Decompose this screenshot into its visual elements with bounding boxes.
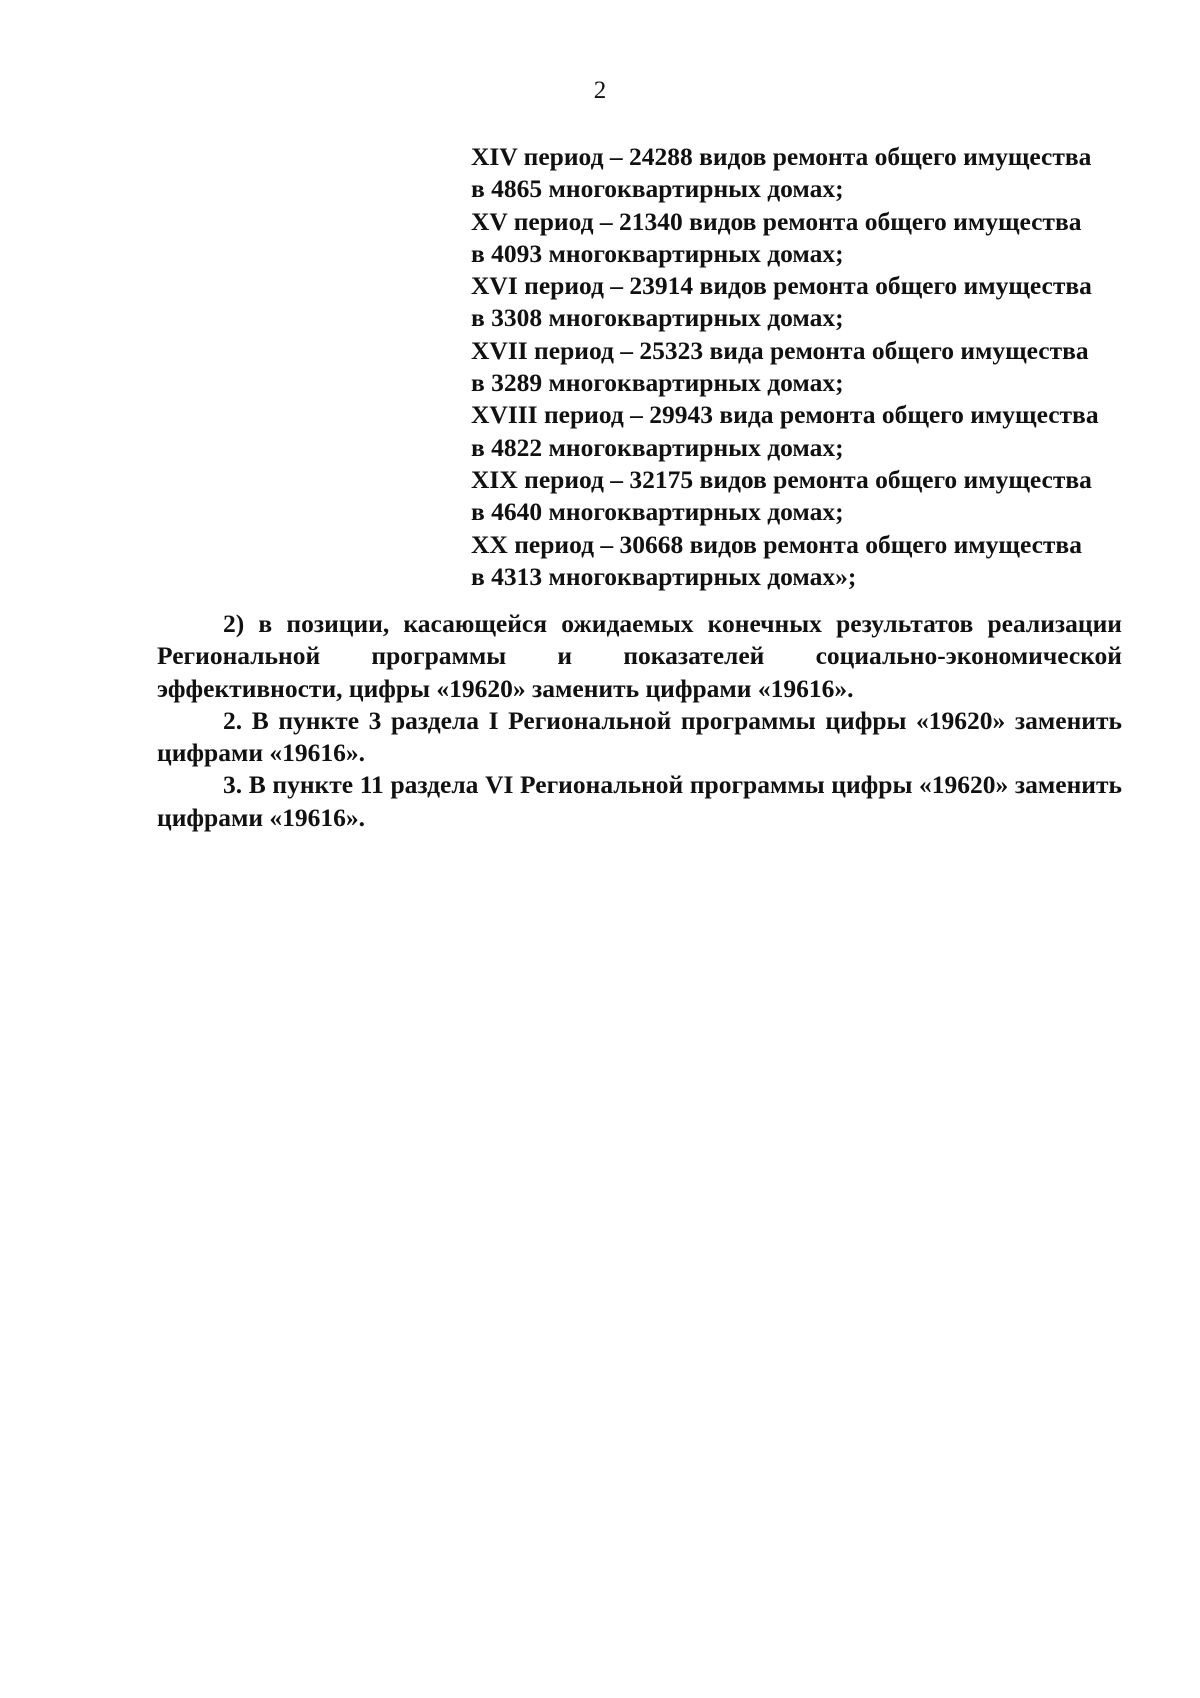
period-line: XVII период – 25323 вида ремонта общего имущества — [471, 335, 1089, 365]
period-line: в 3308 многоквартирных домах; — [471, 303, 844, 333]
period-line: в 4313 многоквартирных домах»; — [471, 561, 857, 591]
period-line: XVI период – 23914 видов ремонта общего имущества — [471, 271, 1092, 301]
period-line: в 3289 многоквартирных домах; — [471, 368, 844, 398]
period-list — [471, 141, 1141, 593]
period-line: в 4822 многоквартирных домах; — [471, 432, 844, 462]
paragraph: 2) в позиции, касающейся ожидаемых конечных результатов реализации Региональной программы и показателей социально-экономической эффективности, цифры «19620» заменить цифрами «19616». — [157, 609, 1122, 703]
period-line: в 4640 многоквартирных домах; — [471, 497, 844, 527]
period-line: XV период – 21340 видов ремонта общего имущества — [471, 206, 1082, 236]
period-line: в 4093 многоквартирных домах; — [471, 238, 844, 268]
period-line: XIV период – 24288 видов ремонта общего имущества — [471, 142, 1092, 171]
period-line: в 4865 многоквартирных домах; — [471, 174, 844, 204]
period-line: XVIII период – 29943 вида ремонта общего имущества — [471, 400, 1099, 430]
document-body — [157, 608, 1122, 834]
paragraph: 2. В пункте 3 раздела I Региональной программы цифры «19620» заменить цифрами «19616». — [157, 705, 1122, 768]
page-number: 2 — [593, 77, 607, 104]
paragraph: 3. В пункте 11 раздела VI Региональной программы цифры «19620» заменить цифрами «19616». — [157, 770, 1122, 832]
period-line: XX период – 30668 видов ремонта общего имущества — [471, 529, 1082, 559]
period-line: XIX период – 32175 видов ремонта общего имущества — [471, 464, 1092, 494]
